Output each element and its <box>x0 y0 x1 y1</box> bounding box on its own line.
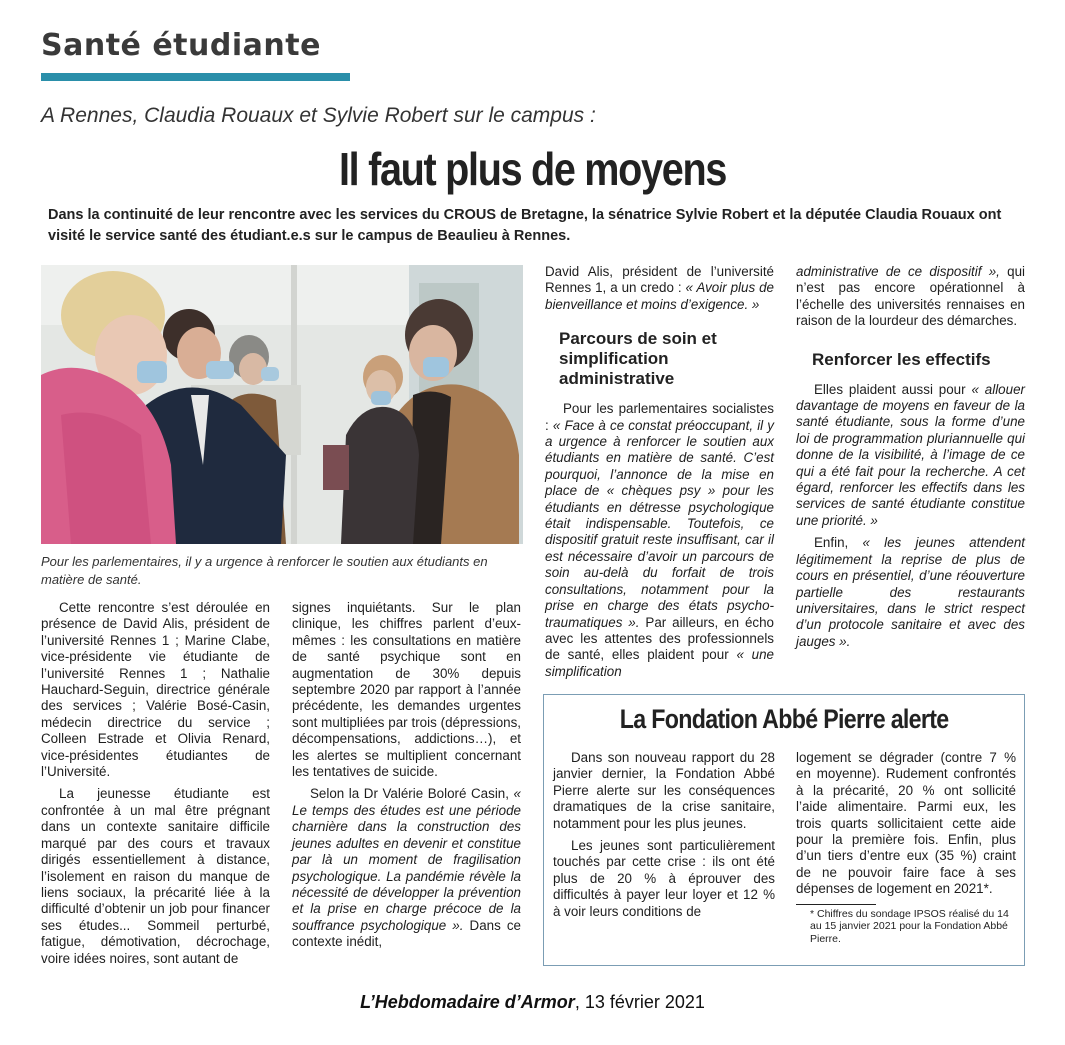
quote: administrative de ce dispositif », <box>796 264 1000 279</box>
paragraph: Les jeunes sont particulièrement touchés par cette crise : ils ont été plus de 20 % à éprouver des difficultés à payer leur loyer et 12 % à voir leurs conditions de <box>553 838 775 919</box>
quote: « les jeunes attendent légitimement la reprise de plus de cours en présentiel, d’une réouverture partielle des restaurants universitaires, dans le strict respect d’un protocole sanitaire et avec des jauges ». <box>796 535 1025 649</box>
publication-name: L’Hebdomadaire d’Armor <box>360 992 575 1012</box>
paragraph: signes inquiétants. Sur le plan clinique, les chiffres parlent d’eux-mêmes : les consultations en matière de santé psychique sont en augmentation de 30% depuis septembre 2020 par rapport à l’année précédente, les demandes urgentes sont multipliées par trois (dépressions, décompensations, addictions…), et les alertes se multiplient concernant les tentatives de suicide. <box>292 600 521 780</box>
quote-lead: Elles plaident aussi pour <box>814 381 966 397</box>
article-column-1 <box>41 600 270 967</box>
article-column-4 <box>796 264 1025 650</box>
quote-lead: Enfin, <box>814 535 849 551</box>
paragraph: Cette rencontre s’est déroulée en présence de David Alis, président de l’université Rennes 1 ; Marine Clabe, vice-présidente vie étudiante de l’université Rennes 1 ; Nathalie Hauchard-Seguin, directrice générale des services ; Valérie Bosé-Casin, médecin directrice du service ; Colleen Estrade et Olivia Renard, vice-présidentes étudiantes de l’Université. <box>41 600 270 780</box>
paragraph <box>796 382 1025 530</box>
paragraph <box>796 264 1025 330</box>
quote-lead: Selon la Dr Valérie Boloré Casin, <box>310 786 509 802</box>
quote: « Face à ce constat préoccupant, il y a urgence à renforcer le soutien aux étudiants en matière de santé. C’est pourquoi, l’annonce de la mise en place de « chèques psy » pour les étudiants en détresse psychologique était indispensable. Toutefois, ce dispositif gratuit reste insuffisant, car il est nécessaire d’avoir un parcours de soin au-delà du forfait de trois consultations, notamment pour la prise en charge des états psycho-traumatiques ». <box>545 417 774 630</box>
subheading: Parcours de soin et simplification administrative <box>559 329 717 389</box>
quote: « allouer davantage de moyens en faveur de la santé étudiante, sous la forme d’une loi de programmation pluriannuelle qui donne de la visibilité, à l’image de ce qui a été fait pour la recherche. A cet égard, renforcer les effectifs dans les services de santé étudiante constitue une priorité. » <box>796 381 1025 528</box>
quote-tail: Par ailleurs, en écho avec les attentes des professionnels de santé, elles plaident pour <box>545 614 774 663</box>
box-title: La Fondation Abbé Pierre alerte <box>619 704 949 734</box>
source-line <box>0 992 1065 1013</box>
paragraph: La jeunesse étudiante est confrontée à un mal être prégnant dans un contexte sanitaire difficile marqué par des cours et travaux dirigés essentiellement à distance, l’isolement en raison du manque de liens sociaux, la précarité liée à la difficulté d’obtenir un job pour financer ses études... Sommeil perturbé, fatigue, démotivation, décrochage, voire idées noires, sont autant de <box>41 786 270 966</box>
kicker: A Rennes, Claudia Rouaux et Sylvie Robert sur le campus : <box>41 104 596 127</box>
box-column-left <box>553 750 775 920</box>
quote-lead: Pour les parlementaires socialistes : <box>545 401 774 433</box>
lead-paragraph: Dans la continuité de leur rencontre avec les services du CROUS de Bretagne, la sénatrice Sylvie Robert et la députée Claudia Rouaux ont visité le service santé des étudiant.e.s sur le campus de Beaulieu à Rennes. <box>48 207 1002 244</box>
footnote: * Chiffres du sondage IPSOS réalisé du 14 au 15 janvier 2021 pour la Fondation Abbé Pierre. <box>810 907 1009 945</box>
headline: Il faut plus de moyens <box>338 143 727 195</box>
quote: « Avoir plus de bienveillance et moins d’exigence. » <box>545 280 774 312</box>
photo-caption: Pour les parlementaires, il y a urgence à renforcer le soutien aux étudiants en matière de santé. <box>41 554 488 587</box>
footnote-rule <box>796 904 876 905</box>
subheading: Renforcer les effectifs <box>812 349 991 369</box>
quote-lead: David Alis, président de l’université Rennes 1, a un credo : <box>545 264 774 296</box>
box-column-right <box>796 750 1016 945</box>
quote: « une simplification <box>545 647 774 679</box>
paragraph <box>545 264 774 313</box>
article-column-3 <box>545 264 774 680</box>
paragraph: Dans son nouveau rapport du 28 janvier dernier, la Fondation Abbé Pierre alerte sur les conséquences dramatiques de la crise sanitaire, notamment pour les plus jeunes. <box>553 750 775 831</box>
publication-date: , 13 février 2021 <box>574 992 705 1012</box>
quote-tail: Dans ce contexte inédit, <box>292 917 522 950</box>
article-column-2 <box>292 600 521 951</box>
paragraph <box>796 535 1025 650</box>
photo-illustration <box>41 265 523 544</box>
paragraph <box>292 786 521 950</box>
paragraph <box>545 401 774 680</box>
quote-tail: qui n’est pas encore opérationnel à l’échelle des universités rennaises en raison de la lourdeur des démarches. <box>796 264 1025 329</box>
quote: « Le temps des études est une période charnière dans la construction des jeunes adultes en devenir et constitue par là un moment de fragilisation psychologique. La pandémie révèle la nécessité de développer la prévention et la prise en charge précoce de la souffrance psychologique ». <box>292 786 521 933</box>
article-photo <box>41 265 523 544</box>
section-title: Santé étudiante <box>41 28 321 63</box>
paragraph: logement se dégrader (contre 7 % en moyenne). Rudement confrontés à la précarité, 20 % ont sollicité l’aide alimentaire. Parmi eux, les trois quarts sollicitaient cette aide pour la première fois. Enfin, plus d’un tiers d’entre eux (35 %) craint de ne pouvoir faire face à ses dépenses de logement en 2021*. <box>796 750 1016 897</box>
section-underline <box>41 73 350 81</box>
